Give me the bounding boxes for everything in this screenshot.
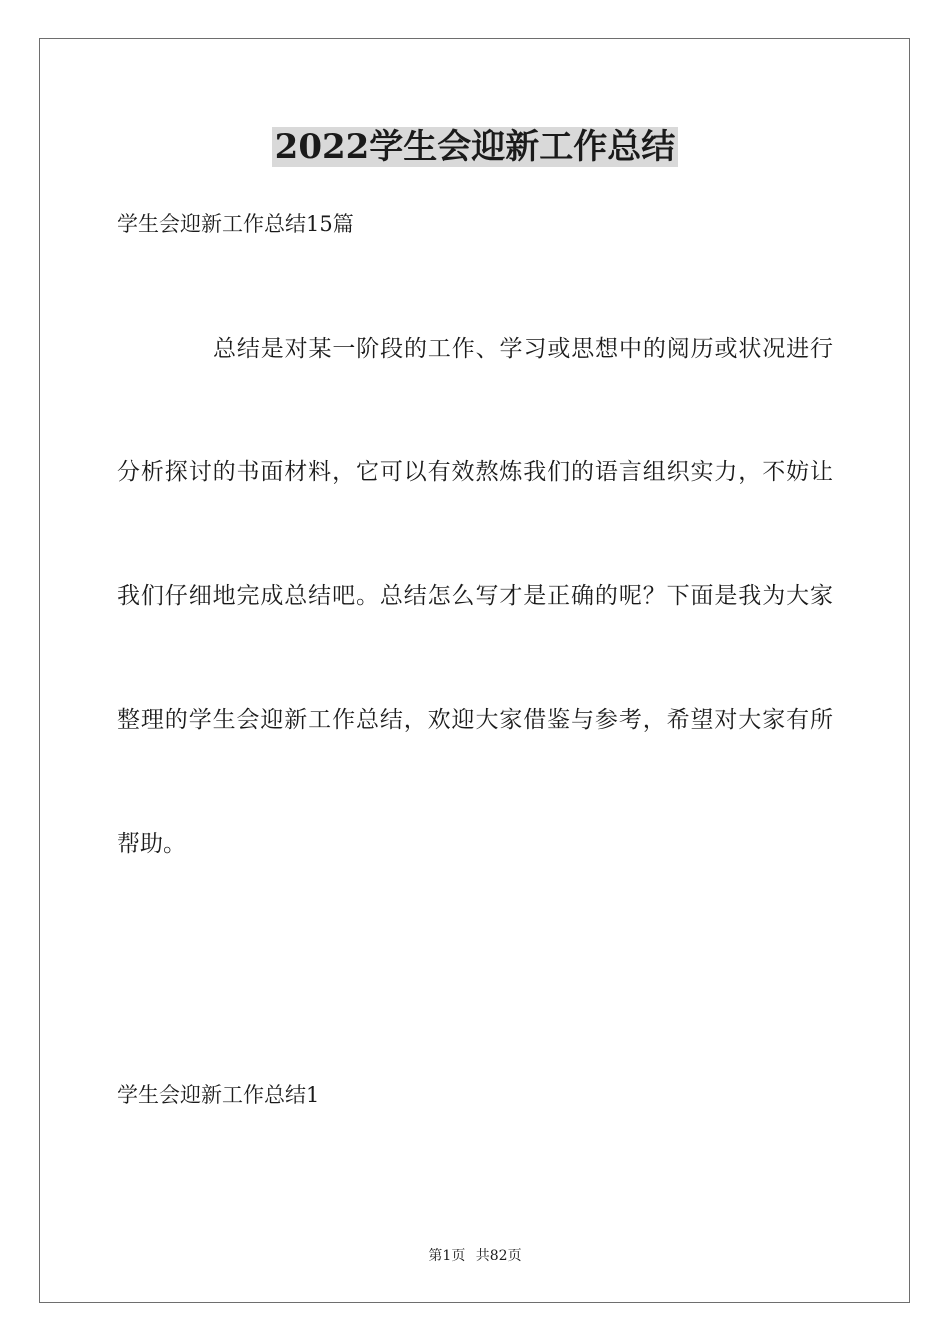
document-subtitle: 学生会迎新工作总结15篇 — [117, 212, 354, 236]
document-title — [0, 124, 950, 170]
section-heading: 学生会迎新工作总结1 — [117, 1083, 320, 1107]
intro-line-4: 整理的学生会迎新工作总结，欢迎大家借鉴与参考，希望对大家有所 — [117, 707, 833, 733]
intro-line-1: 总结是对某一阶段的工作、学习或思想中的阅历或状况进行 — [213, 336, 833, 362]
intro-line-2: 分析探讨的书面材料，它可以有效熬炼我们的语言组织实力，不妨让 — [117, 459, 833, 485]
document-title-text: 2022学生会迎新工作总结 — [272, 127, 679, 167]
intro-line-3: 我们仔细地完成总结吧。总结怎么写才是正确的呢？下面是我为大家 — [117, 583, 833, 609]
intro-line-5: 帮助。 — [117, 831, 186, 857]
page-footer: 第1页 共82页 — [428, 1248, 522, 1264]
